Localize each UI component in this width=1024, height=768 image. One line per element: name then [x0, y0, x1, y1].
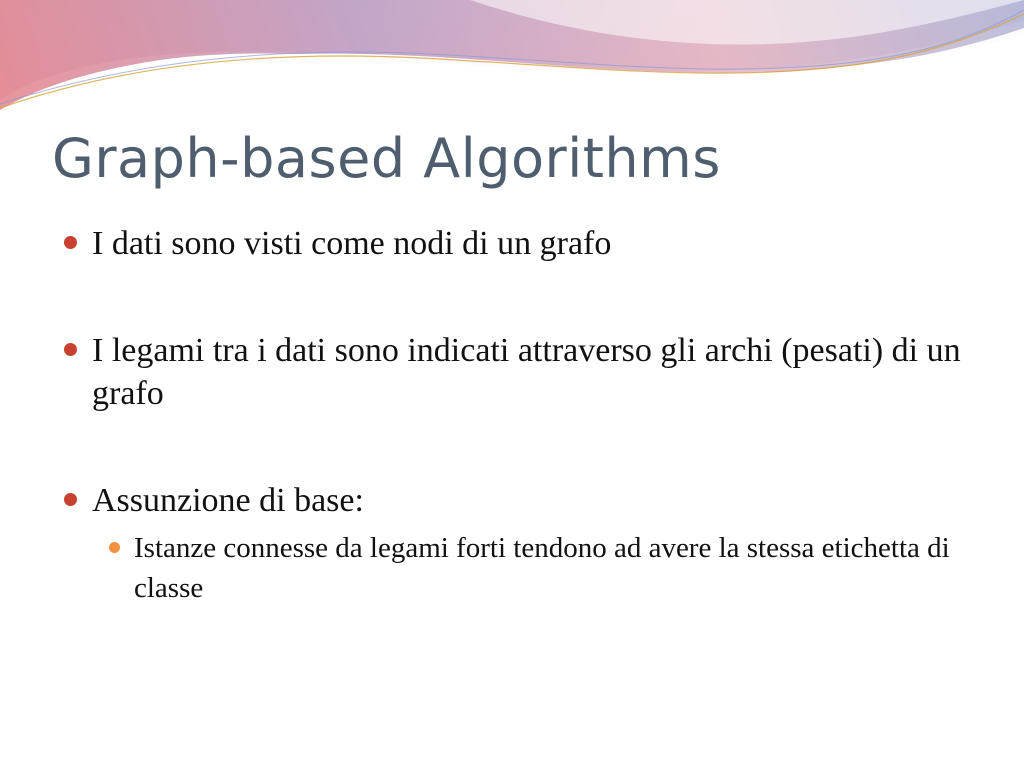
sub-bullet-text: Istanze connesse da legami forti tendono ad avere la stessa etichetta di classe: [134, 532, 950, 604]
sub-bullet-marker-icon: [109, 542, 120, 553]
sub-bullet-item: [92, 528, 962, 608]
bullet-item: [62, 329, 962, 415]
sub-bullet-list: [92, 528, 962, 608]
bullet-marker-icon: [64, 493, 77, 506]
bullet-marker-icon: [64, 236, 77, 249]
bullet-list: [62, 222, 962, 608]
bullet-text: I dati sono visti come nodi di un grafo: [92, 225, 612, 262]
bullet-item: [62, 222, 962, 265]
header-wave-decoration: [0, 0, 1024, 130]
bullet-text: Assunzione di base:: [92, 482, 364, 519]
bullet-marker-icon: [64, 343, 77, 356]
bullet-text: I legami tra i dati sono indicati attraverso gli archi (pesati) di un grafo: [92, 332, 961, 412]
slide-title: Graph-based Algorithms: [52, 127, 721, 190]
bullet-item: [62, 479, 962, 608]
